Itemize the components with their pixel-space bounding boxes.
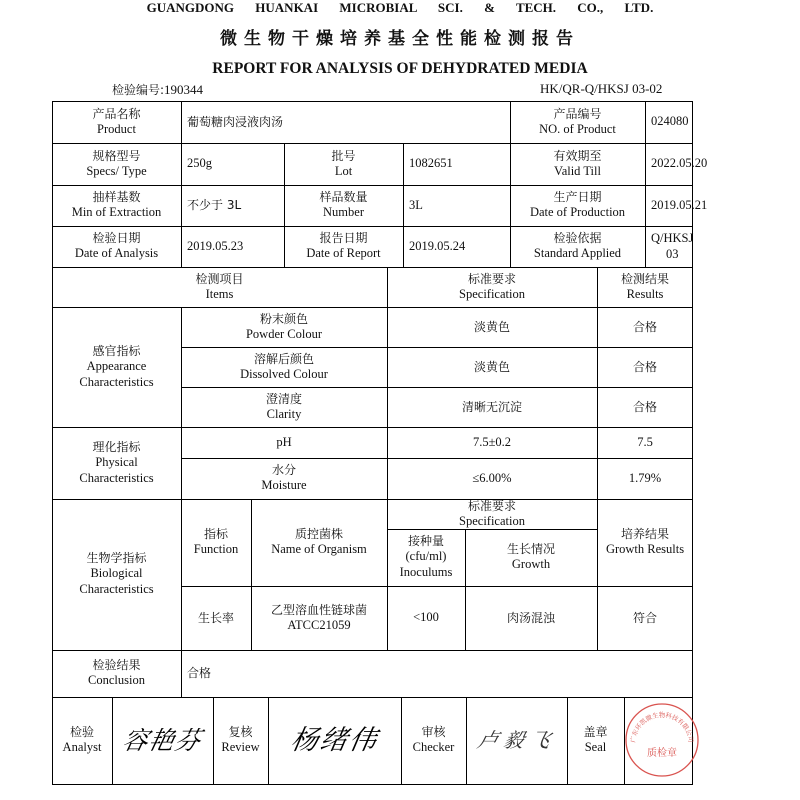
valid-till-label: 有效期至 Valid Till [553,148,602,178]
checker-signature: 卢毅飞 [474,728,559,752]
powder-colour-item: 粉末颜色 Powder Colour [245,311,323,341]
product-no-value: 024080 [651,114,689,129]
physical-group-label: 理化指标 Physical Characteristics [79,439,154,485]
moisture-item: 水分 Moisture [261,463,307,493]
date-report-value: 2019.05.24 [409,238,466,253]
seal-label: 盖章 Seal [583,725,608,755]
dissolved-colour-spec: 淡黄色 [473,359,510,374]
bio-specification-header: 标准要求 Specification [459,498,525,528]
specification-header: 标准要求 Specification [459,271,525,301]
moisture-result: 1.79% [628,470,662,485]
product-label: 产品名称 Product [92,106,141,136]
organism-value: 乙型溶血性链球菌 ATCC21059 [270,602,367,632]
moisture-spec: ≤6.00% [472,470,512,485]
powder-colour-spec: 淡黄色 [473,319,510,334]
date-analysis-label: 检验日期 Date of Analysis [74,231,159,261]
items-header: 检测项目 Items [195,271,244,301]
results-header: 检测结果 Results [620,271,669,301]
clarity-result: 合格 [632,399,657,414]
report-title-en: REPORT FOR ANALYSIS OF DEHYDRATED MEDIA [212,60,588,77]
number-label: 样品数量 Number [319,190,368,220]
ph-item: pH [276,434,292,449]
report-number-label: 检验编号: [112,83,165,97]
conclusion-label: 检验结果 Conclusion [88,658,145,688]
clarity-spec: 清晰无沉淀 [461,399,522,414]
specs-label: 规格型号 Specs/ Type [86,148,147,178]
number-value: 3L [409,197,423,212]
report-number-value: 190344 [164,82,204,97]
date-production-label: 生产日期 Date of Production [529,190,626,220]
lot-label: 批号 Lot [331,148,356,178]
date-analysis-value: 2019.05.23 [187,238,244,253]
valid-till-value: 2022.05.20 [651,156,708,171]
growth-header: 生长情况 Growth [506,542,555,572]
min-extraction-value: 不少于 3L [187,198,242,212]
organism-header: 质控菌株 Name of Organism [271,527,367,557]
standard-value: Q/HKSJ 03 [651,230,694,261]
review-signature: 杨绪伟 [288,724,381,756]
dissolved-colour-result: 合格 [632,359,657,374]
conclusion-value: 合格 [187,666,212,680]
inoculum-header: 接种量 (cfu/ml) Inoculums [399,534,453,579]
function-header: 指标 Function [193,527,239,557]
biological-group-label: 生物学指标 Biological Characteristics [79,551,154,596]
growth-results-header: 培养结果 Growth Results [605,527,685,557]
analyst-label: 检验 Analyst [62,725,102,755]
ph-spec: 7.5±0.2 [472,434,512,449]
lot-value: 1082651 [409,156,453,171]
document-code: HK/QR-Q/HKSJ 03-02 [540,81,663,96]
analyst-signature: 容艳芬 [120,725,205,755]
checker-label: 审核 Checker [412,725,455,755]
product-no-label: 产品编号 NO. of Product [539,106,616,136]
growth-rate-function: 生长率 [197,610,234,625]
clarity-item: 澄清度 Clarity [265,391,302,421]
powder-colour-result: 合格 [632,319,657,334]
product-value: 葡萄糖肉浸液肉汤 [187,114,284,129]
standard-label: 检验依据 Standard Applied [533,231,622,261]
review-label: 复核 Review [221,725,260,755]
date-report-label: 报告日期 Date of Report [306,231,381,261]
seal-center-text: 质检章 [647,748,677,759]
dissolved-colour-item: 溶解后颜色 Dissolved Colour [240,351,328,381]
quality-inspection-seal [622,700,702,780]
min-extraction-label: 抽样基数 Min of Extraction [71,190,162,220]
ph-result: 7.5 [637,434,653,449]
company-name: GUANGDONG HUANKAI MICROBIAL SCI. & TECH. CO., LTD. [146,0,654,15]
report-title-cn: 微生物干燥培养基全性能检测报告 [220,29,580,49]
growth-result-value: 符合 [632,610,657,625]
inoculum-value: <100 [413,610,439,625]
growth-value: 肉汤混浊 [506,610,555,625]
appearance-group-label: 感官指标 Appearance Characteristics [79,343,154,389]
specs-value: 250g [187,156,212,171]
seal-ring-text: 广东环凯微生物科技有限公司 [629,712,695,744]
date-production-value: 2019.05.21 [651,197,708,212]
